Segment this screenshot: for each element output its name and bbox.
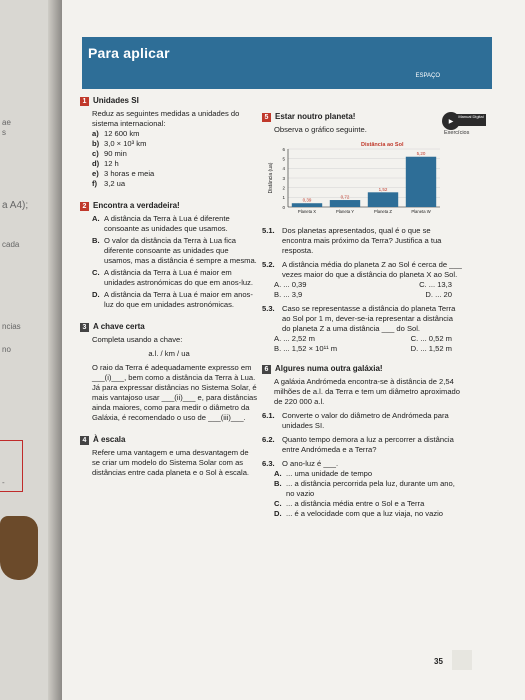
y-tick-label: 1 [282,195,285,201]
right-column [262,112,462,519]
list-item: d) 12 h [92,159,119,168]
manual-digital-label: Manual Digital [456,114,486,126]
exercise-6-header [262,364,462,374]
y-tick-label: 2 [282,185,285,191]
prev-red-box [0,440,23,492]
prev-fragment: cada [2,240,20,249]
x-tick-label: Planeta Z [374,209,392,214]
exercise-prompt: Observa o gráfico seguinte. [274,125,367,134]
question: 6.1. Converte o valor do diâmetro de Andrómeda para unidades SI. [262,411,449,430]
prev-fragment: ae [2,118,11,127]
exercise-number: 2 [80,202,89,211]
exercise-number: 3 [80,323,89,332]
key-terms: a.l. / km / ua [148,349,190,358]
question: 5.1. Dos planetas apresentados, qual é o que se encontra mais próximo da Terra? Justifica a tua resposta. [262,226,442,255]
x-tick-label: Planeta Y [335,209,355,214]
exercise-1-items [80,129,258,189]
list-item: B. ... a distância percorrida pela luz, durante um ano, no vazio [274,479,455,498]
planet-distance-chart [266,139,446,219]
list-item: b) 3,0 × 10³ km [92,139,147,148]
list-item: f) 3,2 ua [92,179,126,188]
exercise-number: 6 [262,365,271,374]
list-item: D. A distância da Terra à Lua é maior em anos-luz do que em unidades astronómicas. [92,290,253,309]
section-title: Para aplicar [88,45,170,61]
page-number-tab [452,650,472,670]
bar-value-label: 0,72 [340,194,350,200]
exercise-number: 1 [80,97,89,106]
question: 6.2. Quanto tempo demora a luz a percorrer a distância entre Andrómeda e a Terra? [262,435,454,454]
page-number: 35 [434,657,443,666]
list-item: D. ... é a velocidade com que a luz viaja, no vazio [274,509,444,518]
section-banner [82,37,492,89]
y-tick-label: 6 [282,146,285,152]
bar [368,192,398,207]
prev-fragment: no [2,345,11,354]
list-item: C. ... a distância média entre o Sol e a Terra [274,499,425,508]
list-item: A. A distância da Terra à Lua é diferente consoante as unidades que usamos. [92,214,230,233]
question: 5.3. Caso se representasse a distância do planeta Terra ao Sol por 1 m, dever-se-ia representar a distância do planeta Z a uma distância ___ do Sol. [262,304,456,333]
question: 5.2. A distância média do planeta Z ao Sol é cerca de ___ vezes maior do que a distância do planeta X ao Sol. [262,260,462,279]
y-tick-label: 0 [282,204,285,210]
bar [292,203,322,207]
answer-list [262,469,462,519]
exercise-text: Refere uma vantagem e uma desvantagem de se criar um modelo do Sistema Solar com as distâncias entre cada planeta e o Sol à escala. [92,448,250,477]
y-tick-label: 4 [282,166,285,172]
section-tag: ESPAÇO [415,73,440,79]
exercise-3-header [80,322,258,332]
prev-fragment: a A4); [2,200,29,211]
exercise-1-header [80,96,258,106]
chart-title: Distância ao Sol [360,142,404,148]
exercise-2-header [80,201,258,211]
exercise-title: Algures numa outra galáxia! [275,364,383,373]
list-item: e) 3 horas e meia [92,169,155,178]
left-column [80,96,258,478]
exercise-title: Estar noutro planeta! [275,112,356,121]
exercise-5-header [262,112,462,122]
bar [406,157,436,207]
exercise-number: 4 [80,436,89,445]
vase-image [0,516,38,580]
list-item: C. A distância da Terra à Lua é maior em unidades astronómicas do que em anos-luz. [92,268,254,287]
x-tick-label: Planeta X [297,209,317,214]
exercise-text: A galáxia Andrómeda encontra-se à distância de 2,54 milhões de a.l. da Terra e tem um diâmetro aproximado de 220 000 a.l. [274,377,460,406]
previous-page [0,0,62,700]
exercise-2-items [80,214,258,310]
y-axis-label: Distância (ua) [268,162,274,194]
bar-value-label: 1,52 [378,186,388,192]
bar-value-label: 0,39 [302,197,312,203]
x-tick-label: Planeta W [411,209,431,214]
bar-value-label: 5,20 [416,151,426,157]
exercise-text: O raio da Terra é adequadamente expresso em ___(i)___, bem como a distância da Terra à Lua. Já para expressar distâncias no Sistema Solar, é mais vantajoso usar ___(ii)___ e, para distâncias ainda maiores, como para medir o diâmetro da Galáxia, é recomendado o uso de ___(iii)___. [92,363,258,422]
exercise-title: A chave certa [93,322,145,331]
list-item: A. ... uma unidade de tempo [274,469,373,478]
answer-row: A. ... 0,39 C. ... 13,3 [274,280,452,289]
list-item: B. O valor da distância da Terra à Lua fica diferente consoante as unidades que usamos, mas a distância é sempre a mesma. [92,236,257,265]
exercise-title: À escala [93,435,126,444]
list-item: c) 90 min [92,149,127,158]
list-item: a) 12 600 km [92,129,140,138]
prev-fragment: - [2,478,5,487]
play-icon: ▶ [442,112,460,130]
answer-row: B. ... 1,52 × 10¹¹ m D. ... 1,52 m [274,344,452,353]
question: 6.3. O ano-luz é ___. [262,459,339,468]
prev-fragment: ncias [2,322,21,331]
exercise-4-header [80,435,258,445]
exercise-number: 5 [262,113,271,122]
bar [330,200,360,207]
exercise-prompt: Reduz as seguintes medidas a unidades do sistema internacional: [92,109,240,128]
textbook-page [62,0,525,700]
answer-row: B. ... 3,9 D. ... 20 [274,290,452,299]
exercise-prompt: Completa usando a chave: [92,335,183,344]
page-gutter [48,0,62,700]
exercicios-label: Exercícios [444,130,470,136]
exercise-title: Encontra a verdadeira! [93,201,180,210]
y-tick-label: 3 [282,175,285,181]
prev-fragment: s [2,128,6,137]
y-tick-label: 5 [282,156,285,162]
answer-row: A. ... 2,52 m C. ... 0,52 m [274,334,452,343]
exercise-title: Unidades SI [93,96,139,105]
